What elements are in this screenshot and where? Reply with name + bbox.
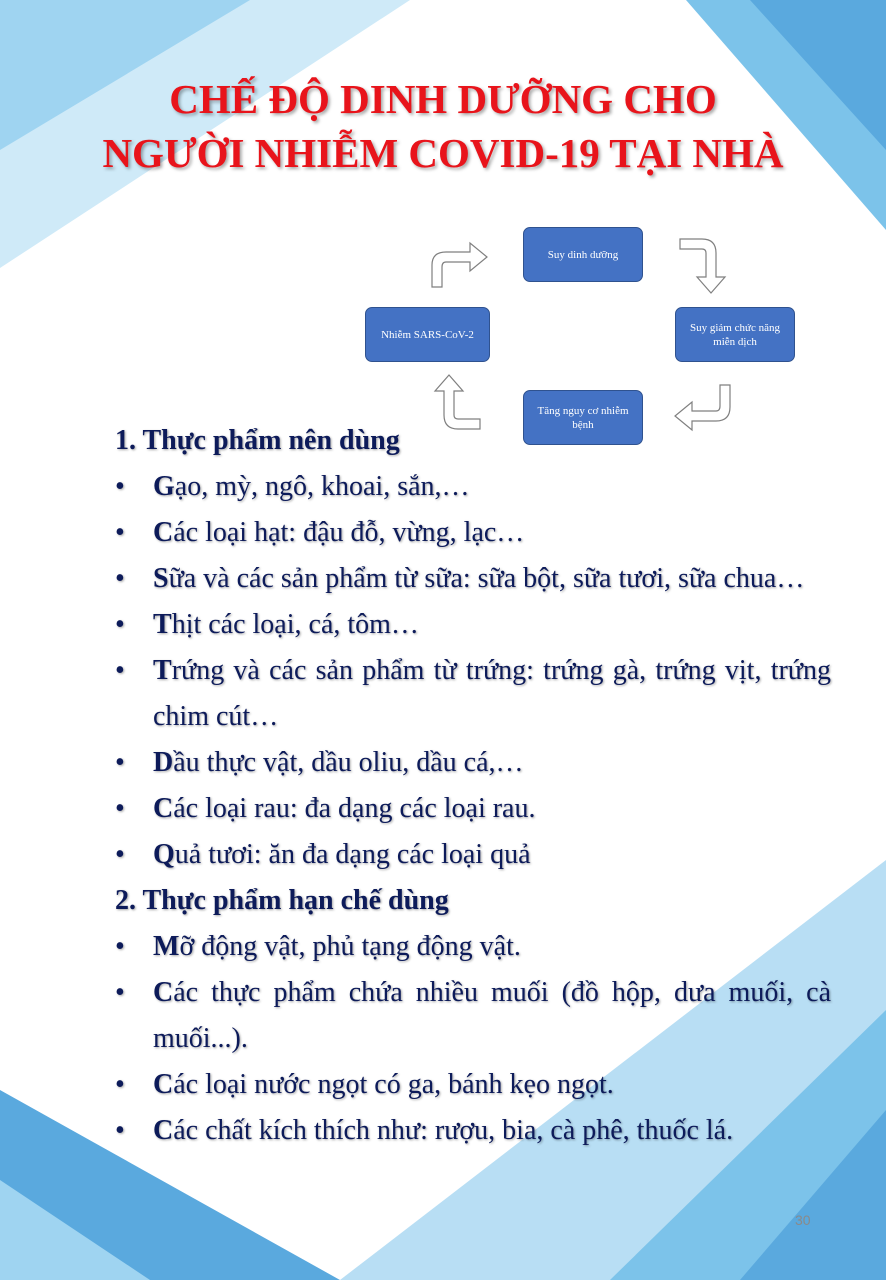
bullet-icon: • [115, 839, 125, 870]
section-heading: 1. Thực phẩm nên dùng [115, 425, 400, 456]
bullet-icon: • [115, 747, 125, 778]
list-item: • Các chất kích thích như: rượu, bia, cà phê, thuốc lá. [115, 1108, 831, 1154]
bullet-icon: • [115, 1069, 125, 1100]
bullet-icon: • [115, 977, 125, 1008]
list-item: • Thịt các loại, cá, tôm… [115, 602, 831, 648]
bullet-icon: • [115, 517, 125, 548]
arrow-left-to-top-icon [432, 243, 487, 287]
list-item: • Các loại nước ngọt có ga, bánh kẹo ngọt. [115, 1062, 831, 1108]
page-title-line-2: NGƯỜI NHIỄM COVID-19 TẠI NHÀ [102, 130, 784, 176]
list-item: • Sữa và các sản phẩm từ sữa: sữa bột, sữa tươi, sữa chua… [115, 556, 831, 602]
page-number: 30 [795, 1212, 811, 1228]
list-item: • Các thực phẩm chứa nhiều muối (đồ hộp, dưa muối, cà muối...). [115, 970, 831, 1062]
list-item: • Các loại rau: đa dạng các loại rau. [115, 786, 831, 832]
list-item: • Các loại hạt: đậu đỗ, vừng, lạc… [115, 510, 831, 556]
list-item: • Gạo, mỳ, ngô, khoai, sắn,… [115, 464, 831, 510]
content-body [115, 418, 831, 1154]
bullet-icon: • [115, 655, 125, 686]
list-item: • Trứng và các sản phẩm từ trứng: trứng gà, trứng vịt, trứng chim cút… [115, 648, 831, 740]
page-title-line-1: CHẾ ĐỘ DINH DƯỠNG CHO [169, 76, 717, 122]
list-item: • Quả tươi: ăn đa dạng các loại quả [115, 832, 831, 878]
diagram-node-immune-decline: Suy giảm chức năng miễn dịch [675, 307, 795, 362]
bullet-icon: • [115, 931, 125, 962]
diagram-node-sars-cov-2: Nhiễm SARS-CoV-2 [365, 307, 490, 362]
bullet-icon: • [115, 793, 125, 824]
section-heading: 2. Thực phẩm hạn chế dùng [115, 885, 449, 916]
bullet-icon: • [115, 609, 125, 640]
arrow-top-to-right-icon [680, 239, 725, 293]
malnutrition-cycle-diagram [360, 225, 800, 450]
bullet-icon: • [115, 1115, 125, 1146]
bullet-icon: • [115, 471, 125, 502]
list-item: • Dầu thực vật, dầu oliu, dầu cá,… [115, 740, 831, 786]
list-item: • Mỡ động vật, phủ tạng động vật. [115, 924, 831, 970]
bullet-icon: • [115, 563, 125, 594]
diagram-node-infection-risk: Tăng nguy cơ nhiễm bệnh [523, 390, 643, 445]
page-title [0, 72, 886, 180]
diagram-node-malnutrition: Suy dinh dưỡng [523, 227, 643, 282]
